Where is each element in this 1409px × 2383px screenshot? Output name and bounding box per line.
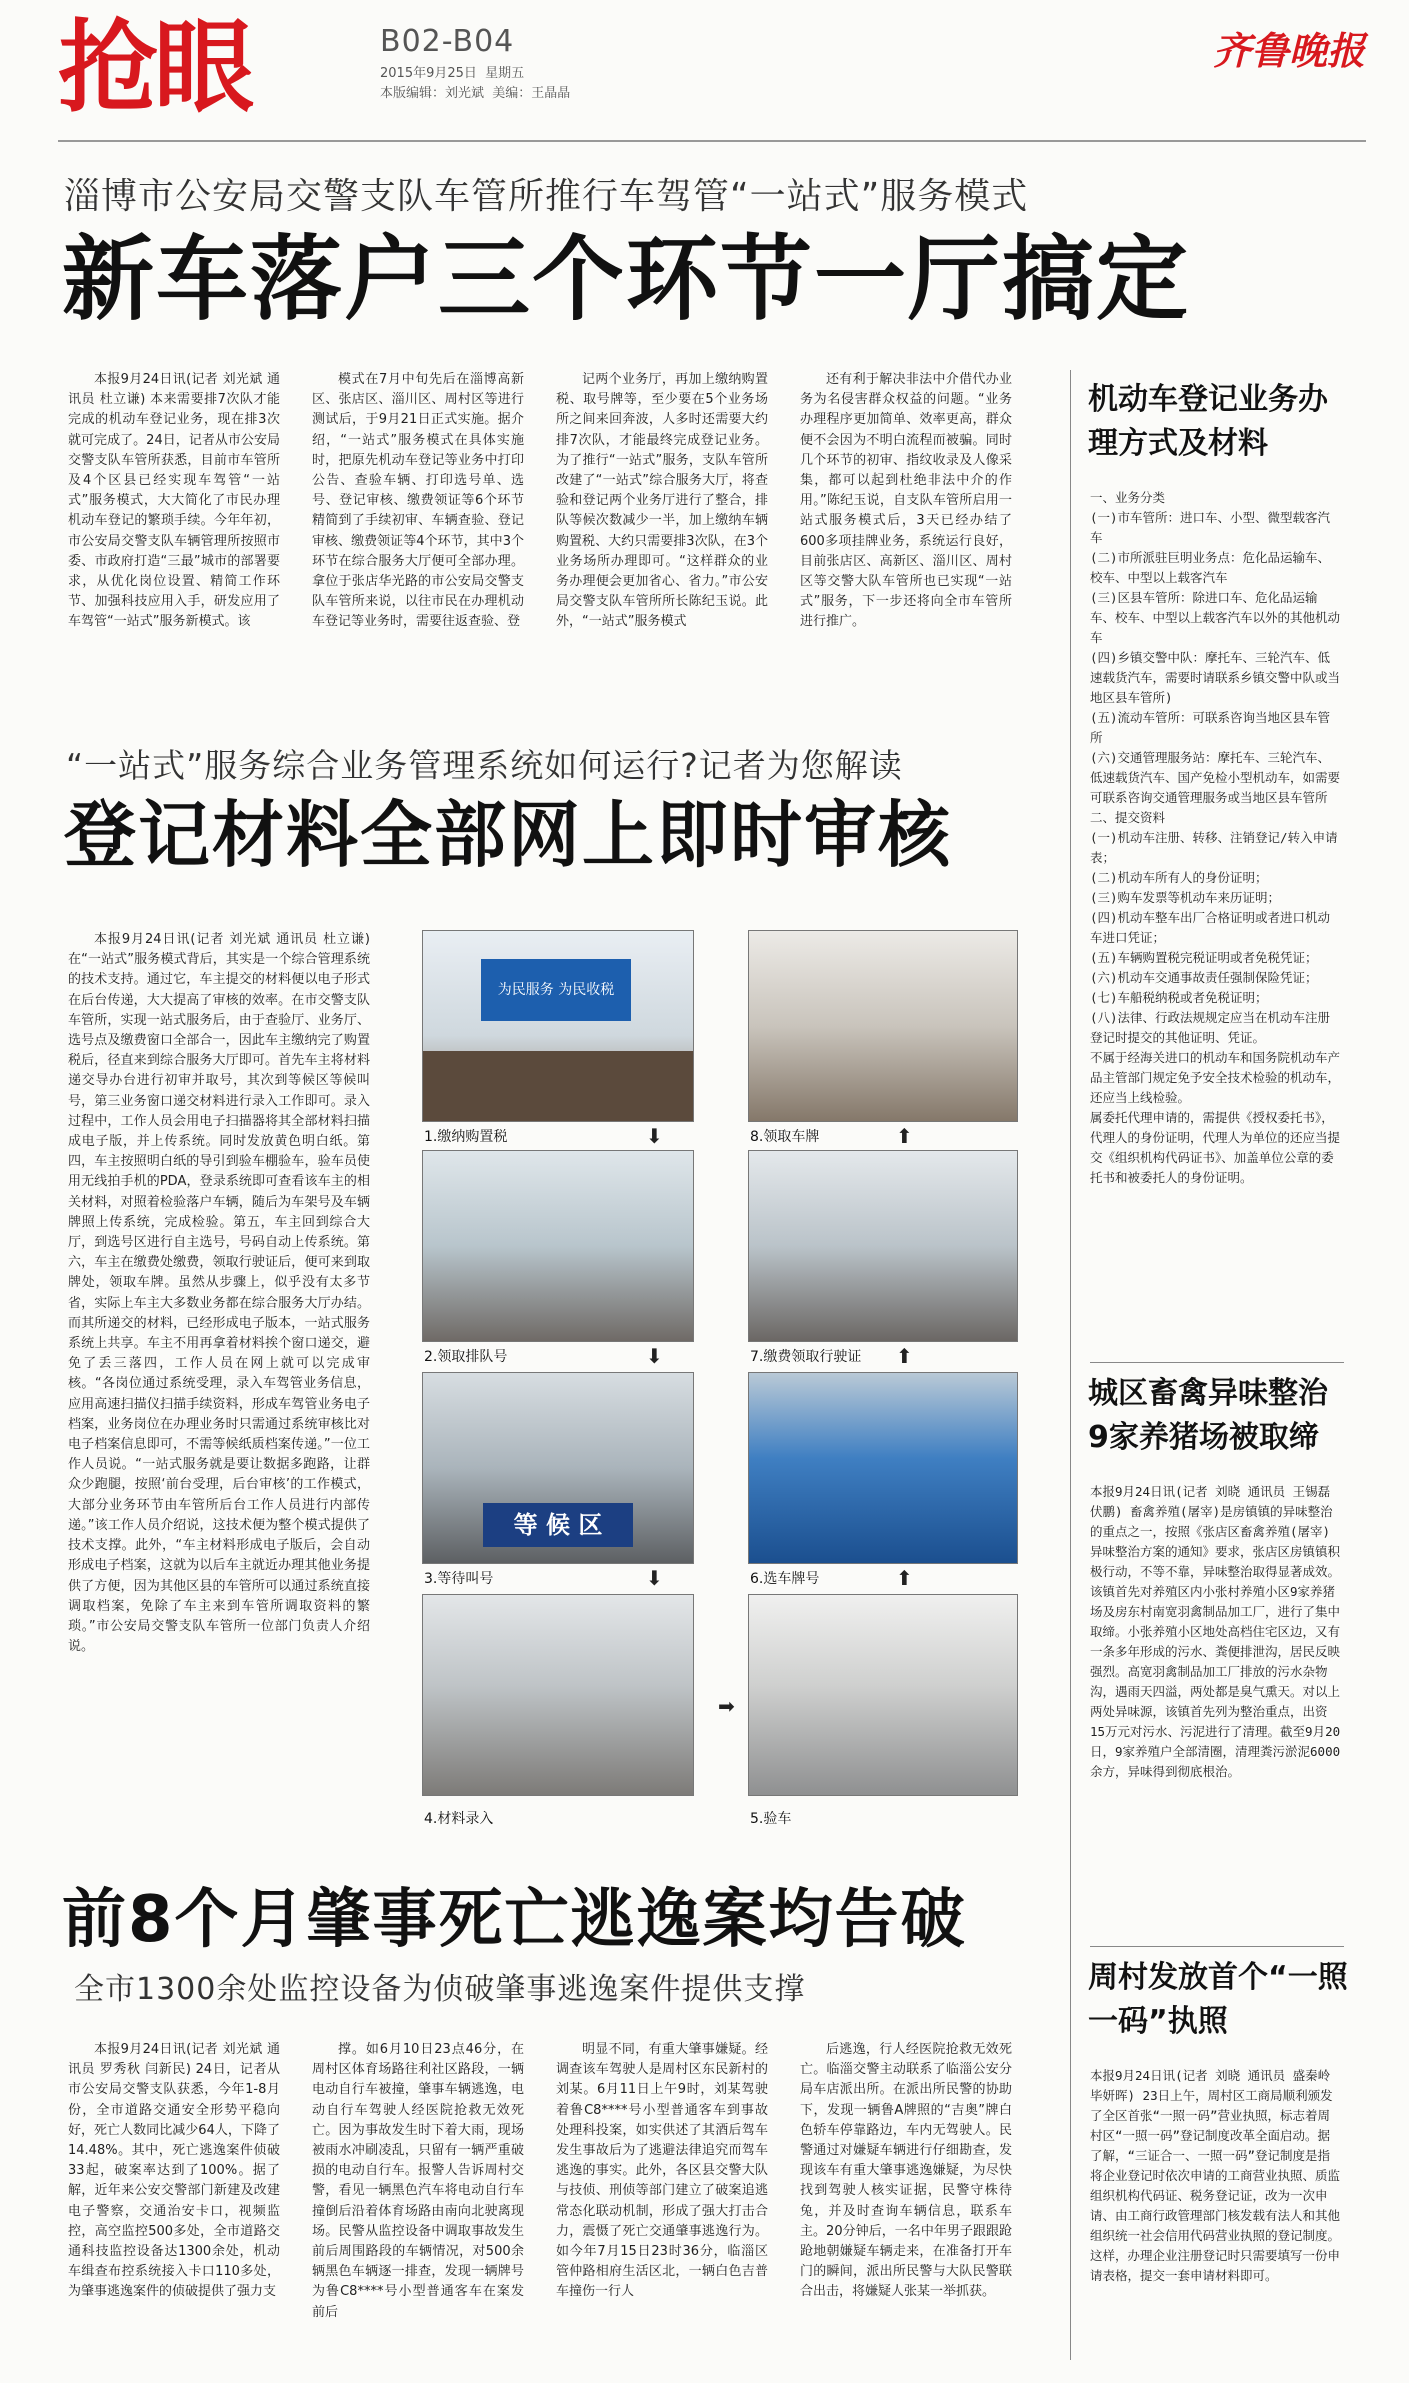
side-divider [1090,1362,1344,1363]
arrow-right-icon: ➡ [718,1694,735,1718]
page-range: B02-B04 [380,24,515,59]
caption-step-4: 4.材料录入 [424,1811,494,1827]
designer-credit: 美编：王晶晶 [492,86,571,101]
issue-date: 2015年9月25日 [380,66,477,81]
side1-line: (一)市车管所：进口车、小型、微型载客汽车 [1090,510,1331,545]
caption-step-6: 6.选车牌号 [750,1571,820,1587]
caption-step-7: 7.缴费领取行驶证 [750,1349,862,1365]
story2-kicker: “一站式”服务综合业务管理系统如何运行?记者为您解读 [66,746,903,785]
story3-column-4: 后逃逸，行人经医院抢救无效死亡。临淄交警主动联系了临淄公安分局车店派出所。在派出所民警的协助下，发现一辆鲁A牌照的“吉奥”牌白色轿车停靠路边，车内无驾驶人。民警通过对嫌疑车辆进行仔细勘查，发现该车有重大肇事逃逸嫌疑，为尽快找到驾驶人核实证据，民警守株待兔，并及时查询车辆信息，联系车主。20分钟后，一名中年男子跟跟跄跄地朝嫌疑车辆走来，在准备打开车门的瞬间，派出所民警与大队民警联合出击，将嫌疑人张某一举抓获。 [800,2042,1012,2300]
newspaper-logo: 齐鲁晚报 [1212,28,1365,73]
arrow-down-icon: ⬇ [646,1344,663,1368]
side1-line: 二、提交资料 [1090,810,1166,825]
story3-column-1: 本报9月24日讯(记者 刘光斌 通讯员 罗秀秋 闫新民) 24日，记者从市公安局交警支队获悉，今年1-8月份，全市道路交通安全形势平稳向好，死亡人数同比减少64人，下降了14.48%。其中，死亡逃逸案件侦破33起，破案率达到了100%。据了解，近年来公安交警部门新建及改建电子警察，交通治安卡口，视频监控，高空监控500多处，全市道路交通科技监控设备达1300余处，机动车缉查布控系统接入卡口110多处，为肇事逃逸案件的侦破提供了强力支 [68,2042,280,2300]
side1-line: (五)流动车管所：可联系咨询当地区县车管所 [1090,710,1331,745]
side2-body: 本报9月24日讯(记者 刘晓 通讯员 王锡磊 伏鹏) 畜禽养殖(屠宰)是房镇镇的异味整治的重点之一，按照《张店区畜禽养殖(屠宰)异味整治方案的通知》要求，张店区房镇镇积极行动，不等不靠，异味整治取得显著成效。该镇首先对养殖区内小张村养殖小区9家养猪场及房东村南宽羽禽制品加工厂，进行了集中取缔。小张养殖小区地处高档住宅区边，又有一条多年形成的污水、粪便排泄沟，居民反映强烈。高宽羽禽制品加工厂排放的污水杂物沟，遇雨天四溢，两处都是臭气熏天。对以上两处异味源，该镇首先列为整治重点，出资15万元对污水、污泥进行了清理。截至9月20日，9家养殖户全部清圈，清理粪污淤泥6000余方，异味得到彻底根治。 [1090,1484,1341,1779]
counter-shape [423,1051,693,1121]
waiting-area-sign: 等 候 区 [483,1503,633,1547]
side1-line: (七)车船税纳税或者免税证明； [1090,990,1268,1005]
story1-column-4: 还有利于解决非法中介借代办业务为名侵害群众权益的问题。“业务办理程序更加简单、效率更高，群众便不会因为不明白流程而被骗。同时几个环节的初审、指纹收录及人像采集，都可以起到杜绝非法中介的作用。”陈纪玉说，自支队车管所启用一站式服务模式后，3天已经办结了600多项挂牌业务，系统运行良好，目前张店区、高新区、淄川区、周村区等交警大队车管所也已实现“一站式”服务，下一步还将向全市车管所进行推广。 [800,372,1012,630]
story2-body: 本报9月24日讯(记者 刘光斌 通讯员 杜立谦) 在“一站式”服务模式背后，其实是一个综合管理系统的技术支持。通过它，车主提交的材料便以电子形式在后台传递，大大提高了审核的效率。在市交警支队车管所，实现一站式服务后，由于查验厅、业务厅、选号点及缴费窗口全部合一，因此车主缴纳完了购置税后，径直来到综合服务大厅即可。首先车主将材料递交导办台进行初审并取号，其次到等候区等候叫号，第三业务窗口递交材料进行录入工作即可。录入过程中，工作人员会用电子扫描器将其全部材料扫描成电子版，并上传系统。同时发放黄色明白纸。第四，车主按照明白纸的导引到验车棚验车，验车员使用无线拍手机的PDA，登录系统即可查看该车主的相关材料，对照着检验落户车辆，随后为车架号及车辆牌照上传系统，完成检验。第五，车主回到综合大厅，到选号区进行自主选号，号码自动上传系统。第六，车主在缴费处缴费，领取行驶证后，便可来到取牌处，领取车牌。虽然从步骤上，似乎没有太多节省，实际上车主大多数业务都在综合服务大厅办结。而其所递交的材料，已经形成电子版本，一站式服务系统上共享。车主不用再拿着材料挨个窗口递交，避免了丢三落四，工作人员在网上就可以完成审核。“各岗位通过系统受理，录入车驾管业务信息，应用高速扫描仪扫描手续资料，形成车驾管业务电子档案，业务岗位在办理业务时只需通过系统审核比对电子档案信息即可，不需等候纸质档案传递。”一位工作人员说。“一站式服务就是要让数据多跑路，让群众少跑腿，按照‘前台受理，后台审核’的工作模式，大部分业务环节由车管所后台工作人员进行内部传递。”该工作人员介绍说，这技术便为整个模式提供了技术支撑。此外，“车主材料形成电子版后，会自动形成电子档案，这就为以后车主就近办理其他业务提供了方便，因为其他区县的车管所可以通过系统直接调取档案，免除了车主来到车管所调取资料的繁琐。”市公安局交警支队车管所一位部门负责人介绍说。 [68,932,370,1655]
story3-kicker: 全市1300余处监控设备为侦破肇事逃逸案件提供支撑 [74,1972,806,2007]
caption-step-8: 8.领取车牌 [750,1129,820,1145]
photo-material-entry [422,1594,694,1796]
side1-line: (一)机动车注册、转移、注销登记/转入申请表； [1090,830,1338,865]
story3-headline: 前8个月肇事死亡逃逸案均告破 [62,1883,967,1957]
photo-queue-number [422,1150,694,1342]
side1-line: (五)车辆购置税完税证明或者免税凭证； [1090,950,1318,965]
arrow-up-icon: ⬆ [896,1344,913,1368]
story1-column-3: 记两个业务厅，再加上缴纳购置税、取号牌等，至少要在5个业务场所之间来回奔波，人多时还需要大约排7次队，才能最终完成登记业务。为了推行“一站式”服务，支队车管所改建了“一站式”综合服务大厅，将查验和登记两个业务厅进行了整合，排队等候次数减少一半，加上缴纳车辆购置税、大约只需要排3次队，在3个业务场所办理即可。“这样群众的业务办理便会更加省心、省力。”市公安局交警支队车管所所长陈纪玉说。此外，“一站式”服务模式 [556,372,768,630]
side1-line: (四)机动车整车出厂合格证明或者进口机动车进口凭证； [1090,910,1331,945]
arrow-down-icon: ⬇ [646,1124,663,1148]
arrow-up-icon: ⬆ [896,1566,913,1590]
caption-step-1: 1.缴纳购置税 [424,1129,508,1145]
story1-kicker: 淄博市公安局交警支队车管所推行车驾管“一站式”服务模式 [64,176,1029,217]
side3-body: 本报9月24日讯(记者 刘晓 通讯员 盛秦岭 毕妍晖) 23日上午，周村区工商局顺利颁发了全区首张“一照一码”营业执照，标志着周村区“一照一码”登记制度改革全面启动。据了解，“三证合一、一照一码”登记制度是指将企业登记时依次申请的工商营业执照、质监组织机构代码证、税务登记证，改为一次申请、由工商行政管理部门核发载有法人和其他组织统一社会信用代码营业执照的登记制度。这样，办理企业注册登记时只需要填写一份申请表格，提交一套申请材料即可。 [1090,2068,1341,2283]
photo-pay-tax [422,930,694,1122]
story3-column-3: 明显不同，有重大肇事嫌疑。经调查该车驾驶人是周村区东民新村的刘某。6月11日上午9时，刘某驾驶着鲁C8****号小型普通客车到事故处理科投案，如实供述了其酒后驾车发生事故后为了逃避法律追究而驾车逃逸的事实。此外，各区县交警大队与技侦、刑侦等部门建立了破案追逃常态化联动机制，形成了强大打击合力，震慑了死亡交通肇事逃逸行为。如今年7月15日23时36分，临淄区管仲路相府生活区北，一辆白色吉普车撞伤一行人 [556,2042,768,2300]
side1-line: (八)法律、行政法规规定应当在机动车注册登记时提交的其他证明、凭证。 [1090,1010,1331,1045]
story1-column-1: 本报9月24日讯(记者 刘光斌 通讯员 杜立谦) 本来需要排7次队才能完成的机动车登记业务，现在排3次就可完成了。24日，记者从市公安局交警支队车管所获悉，目前市车管所及4个区县已经实现车驾管“一站式”服务模式，大大简化了市民办理机动车登记的繁琐手续。今年年初，市公安局交警支队车辆管理所按照市委、市政府打造“三最”城市的部署要求，从优化岗位设置、精简工作环节、加强科技应用入手，研发应用了车驾管“一站式”服务新模式。该 [68,372,280,630]
photo-get-plate [748,930,1018,1122]
caption-step-2: 2.领取排队号 [424,1349,508,1365]
issue-meta [380,64,570,104]
photo-vehicle-inspection [748,1594,1018,1796]
caption-step-5: 5.验车 [750,1811,792,1827]
issue-weekday: 星期五 [485,66,525,81]
editor-credit: 本版编辑：刘光斌 [380,86,485,101]
story3-column-2: 撑。如6月10日23点46分，在周村区体育场路往利社区路段，一辆电动自行车被撞，肇事车辆逃逸，电动自行车驾驶人经医院抢救无效死亡。因为事故发生时下着大雨，现场被雨水冲刷凌乱，只留有一辆严重破损的电动自行车。报警人告诉周村交警，看见一辆黑色汽车将电动自行车撞倒后沿着体育场路由南向北驶离现场。民警从监控设备中调取事故发生前后周围路段的车辆情况，对500余辆黑色车辆逐一排查，发现一辆牌号为鲁C8****号小型普通客车在案发前后 [312,2042,524,2320]
side1-line: (六)交通管理服务站：摩托车、三轮汽车、低速载货汽车、国产免检小型机动车，如需要可联系咨询交通管理服务或当地区县车管所 [1090,750,1341,805]
story1-column-2: 模式在7月中旬先后在淄博高新区、张店区、淄川区、周村区等进行测试后，于9月21日正式实施。据介绍，“一站式”服务模式在具体实施时，把原先机动车登记等业务中打印公告、查验车辆、打印选号单、选号、登记审核、缴费领证等6个环节精简到了手续初审、车辆查验、登记审核、缴费领证等4个环节，其中3个环节在综合服务大厅便可全部办理。拿位于张店华光路的市公安局交警支队车管所来说，以往市民在办理机动车登记等业务时，需要往返查验、登 [312,372,524,630]
side1-line: 属委托代理申请的，需提供《授权委托书》，代理人的身份证明，代理人为单位的还应当提交《组织机构代码证书》、加盖单位公章的委托书和被委托人的身份证明。 [1090,1110,1341,1185]
sidebar-divider [1070,370,1071,2360]
photo-select-plate [748,1372,1018,1564]
story2-headline: 登记材料全部网上即时审核 [64,793,953,877]
side1-line: 一、业务分类 [1090,490,1166,505]
side1-line: (二)机动车所有人的身份证明； [1090,870,1268,885]
side1-line: (四)乡镇交警中队：摩托车、三轮汽车、低速载货汽车，需要时请联系乡镇交警中队或当地区县车管所) [1090,650,1341,705]
side1-line: (三)购车发票等机动车来历证明； [1090,890,1281,905]
side1-title: 机动车登记业务办理方式及材料 [1088,382,1328,461]
side3-title: 周村发放首个“一照一码”执照 [1088,1960,1348,2039]
photo-waiting-area [422,1372,694,1564]
arrow-down-icon: ⬇ [646,1566,663,1590]
side1-line: 不属于经海关进口的机动车和国务院机动车产品主管部门规定免予安全技术检验的机动车，还应当上线检验。 [1090,1050,1341,1105]
side-divider [1090,1946,1344,1947]
side2-title: 城区畜禽异味整治9家养猪场被取缔 [1088,1376,1328,1455]
side1-line: (三)区县车管所：除进口车、危化品运输车、校车、中型以上载客汽车以外的其他机动车 [1090,590,1341,645]
story1-headline: 新车落户三个环节一厅搞定 [62,226,1191,333]
photo-pay-license [748,1150,1018,1342]
section-brand-title: 抢眼 [58,8,250,126]
caption-step-3: 3.等待叫号 [424,1571,494,1587]
side1-line: (六)机动车交通事故责任强制保险凭证； [1090,970,1318,985]
side1-list [1090,488,1342,1348]
side1-line: (二)市所派驻巨明业务点：危化品运输车、校车、中型以上载客汽车 [1090,550,1331,585]
header-divider [58,140,1366,142]
arrow-up-icon: ⬆ [896,1124,913,1148]
service-sign: 为民服务 为民收税 [481,959,631,1021]
